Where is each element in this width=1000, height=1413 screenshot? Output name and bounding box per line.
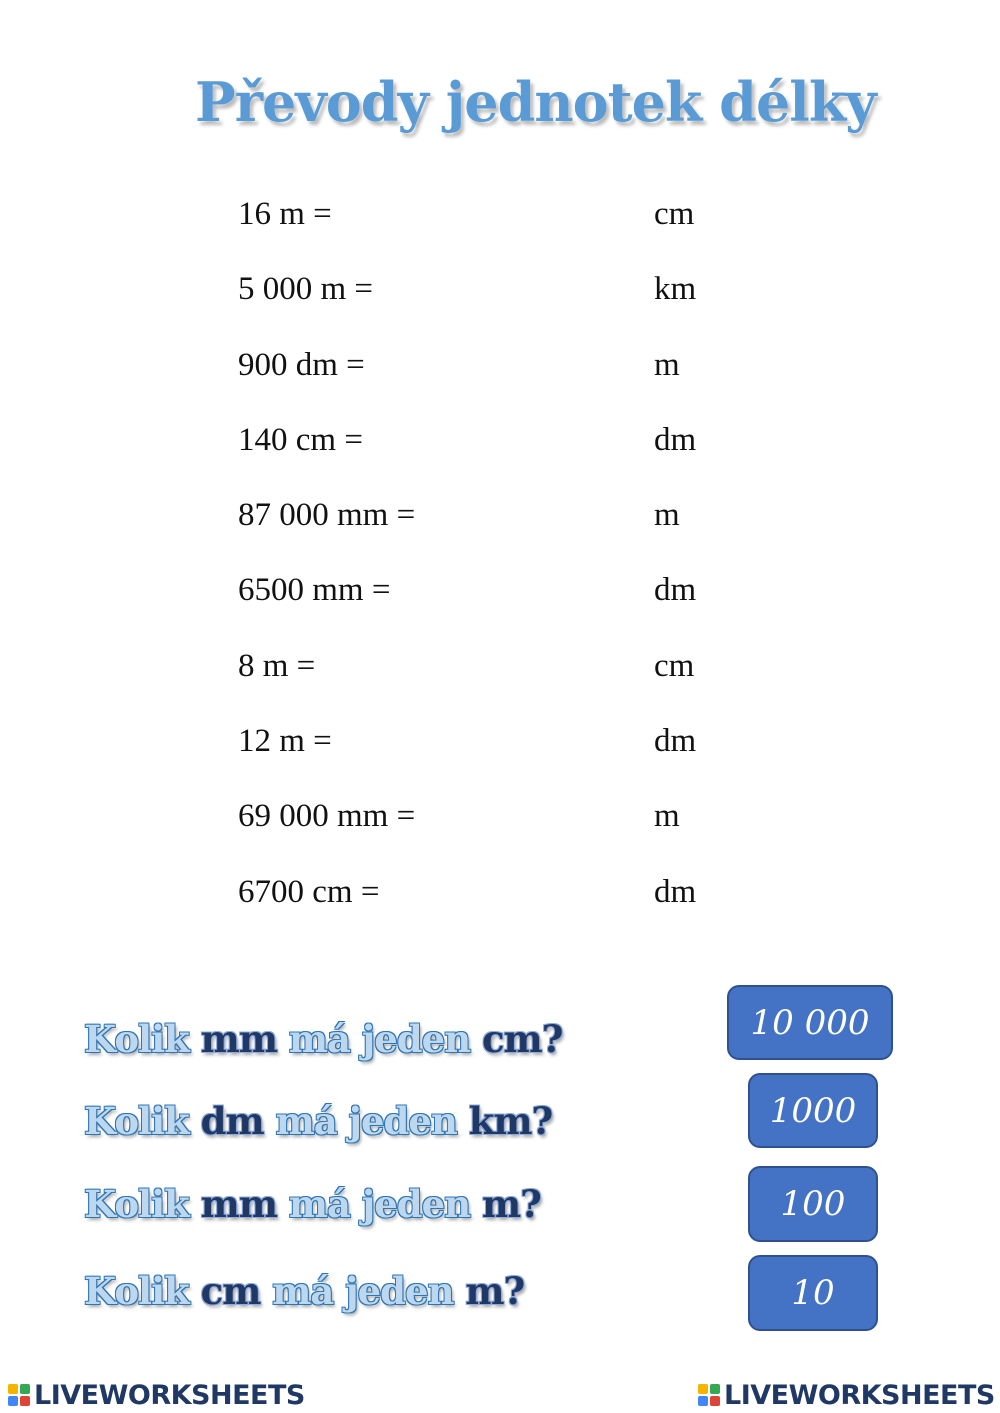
question-cm-in-m[interactable] (84, 1266, 524, 1316)
exercise-row (238, 713, 798, 788)
target-unit: dm (654, 873, 697, 910)
exercise-row (238, 412, 798, 487)
question-word: Kolik (84, 1182, 189, 1226)
exercise-expression: 900 dm = (238, 346, 365, 383)
question-unit: mm (200, 1017, 277, 1061)
exercise-row (238, 261, 798, 336)
answer-input[interactable] (468, 269, 642, 309)
exercise-expression: 87 000 mm = (238, 497, 416, 534)
page-title: Převody jednotek délky (195, 70, 876, 134)
answer-option-10[interactable]: 10 (748, 1255, 878, 1331)
answer-option-10000[interactable]: 10 000 (727, 985, 893, 1060)
question-mm-in-m[interactable] (84, 1179, 541, 1229)
target-unit: m (654, 798, 680, 835)
exercise-row (238, 562, 798, 637)
answer-input[interactable] (468, 570, 642, 610)
question-unit: mm (200, 1182, 277, 1226)
exercise-row (238, 638, 798, 713)
exercise-expression: 6700 cm = (238, 873, 380, 910)
question-unit: cm? (482, 1017, 563, 1061)
question-word: Kolik (84, 1017, 189, 1061)
answer-input[interactable] (468, 721, 642, 761)
exercise-row (238, 788, 798, 863)
target-unit: dm (654, 421, 697, 458)
exercise-expression: 69 000 mm = (238, 798, 416, 835)
answer-input[interactable] (468, 646, 642, 686)
question-unit: cm (200, 1269, 261, 1313)
footer-logo-right (698, 1378, 995, 1412)
answer-input[interactable] (468, 420, 642, 460)
question-word: má jeden (288, 1017, 471, 1061)
question-word: má jeden (275, 1099, 457, 1143)
exercise-expression: 140 cm = (238, 421, 363, 458)
target-unit: cm (654, 196, 695, 232)
question-word: má jeden (288, 1182, 471, 1226)
target-unit: km (654, 271, 697, 308)
target-unit: dm (654, 572, 697, 609)
brand-name: LIVEWORKSHEETS (724, 1379, 995, 1411)
exercise-expression: 5 000 m = (238, 271, 374, 308)
question-mm-in-cm[interactable] (84, 1014, 562, 1064)
liveworksheets-logo-icon (698, 1384, 720, 1406)
answer-option-100[interactable]: 100 (748, 1166, 878, 1242)
exercise-row (238, 487, 798, 562)
answer-input[interactable] (468, 796, 642, 836)
question-unit: m? (465, 1269, 525, 1313)
answer-option-1000[interactable]: 1000 (748, 1073, 878, 1148)
question-word: má jeden (272, 1269, 454, 1313)
answer-input[interactable] (468, 495, 642, 535)
exercise-row (238, 186, 798, 261)
answer-input[interactable] (468, 194, 642, 234)
answer-input[interactable] (468, 345, 642, 385)
question-unit: m? (482, 1182, 541, 1226)
liveworksheets-logo-icon (8, 1384, 30, 1406)
exercise-expression: 8 m = (238, 647, 316, 684)
question-word: Kolik (84, 1099, 189, 1143)
exercise-row (238, 337, 798, 412)
question-dm-in-km[interactable] (84, 1096, 552, 1146)
target-unit: dm (654, 723, 697, 760)
brand-name: LIVEWORKSHEETS (34, 1379, 305, 1411)
question-unit: dm (200, 1099, 264, 1143)
exercise-expression: 6500 mm = (238, 572, 391, 609)
footer-logo-left (8, 1378, 305, 1412)
conversion-exercise-list (238, 186, 798, 939)
exercise-expression: 12 m = (238, 723, 332, 760)
target-unit: cm (654, 647, 695, 684)
question-unit: km? (468, 1099, 553, 1143)
question-word: Kolik (84, 1269, 189, 1313)
exercise-expression: 16 m = (238, 196, 332, 232)
exercise-row (238, 864, 798, 939)
target-unit: m (654, 497, 680, 534)
answer-input[interactable] (468, 872, 642, 912)
target-unit: m (654, 346, 680, 383)
